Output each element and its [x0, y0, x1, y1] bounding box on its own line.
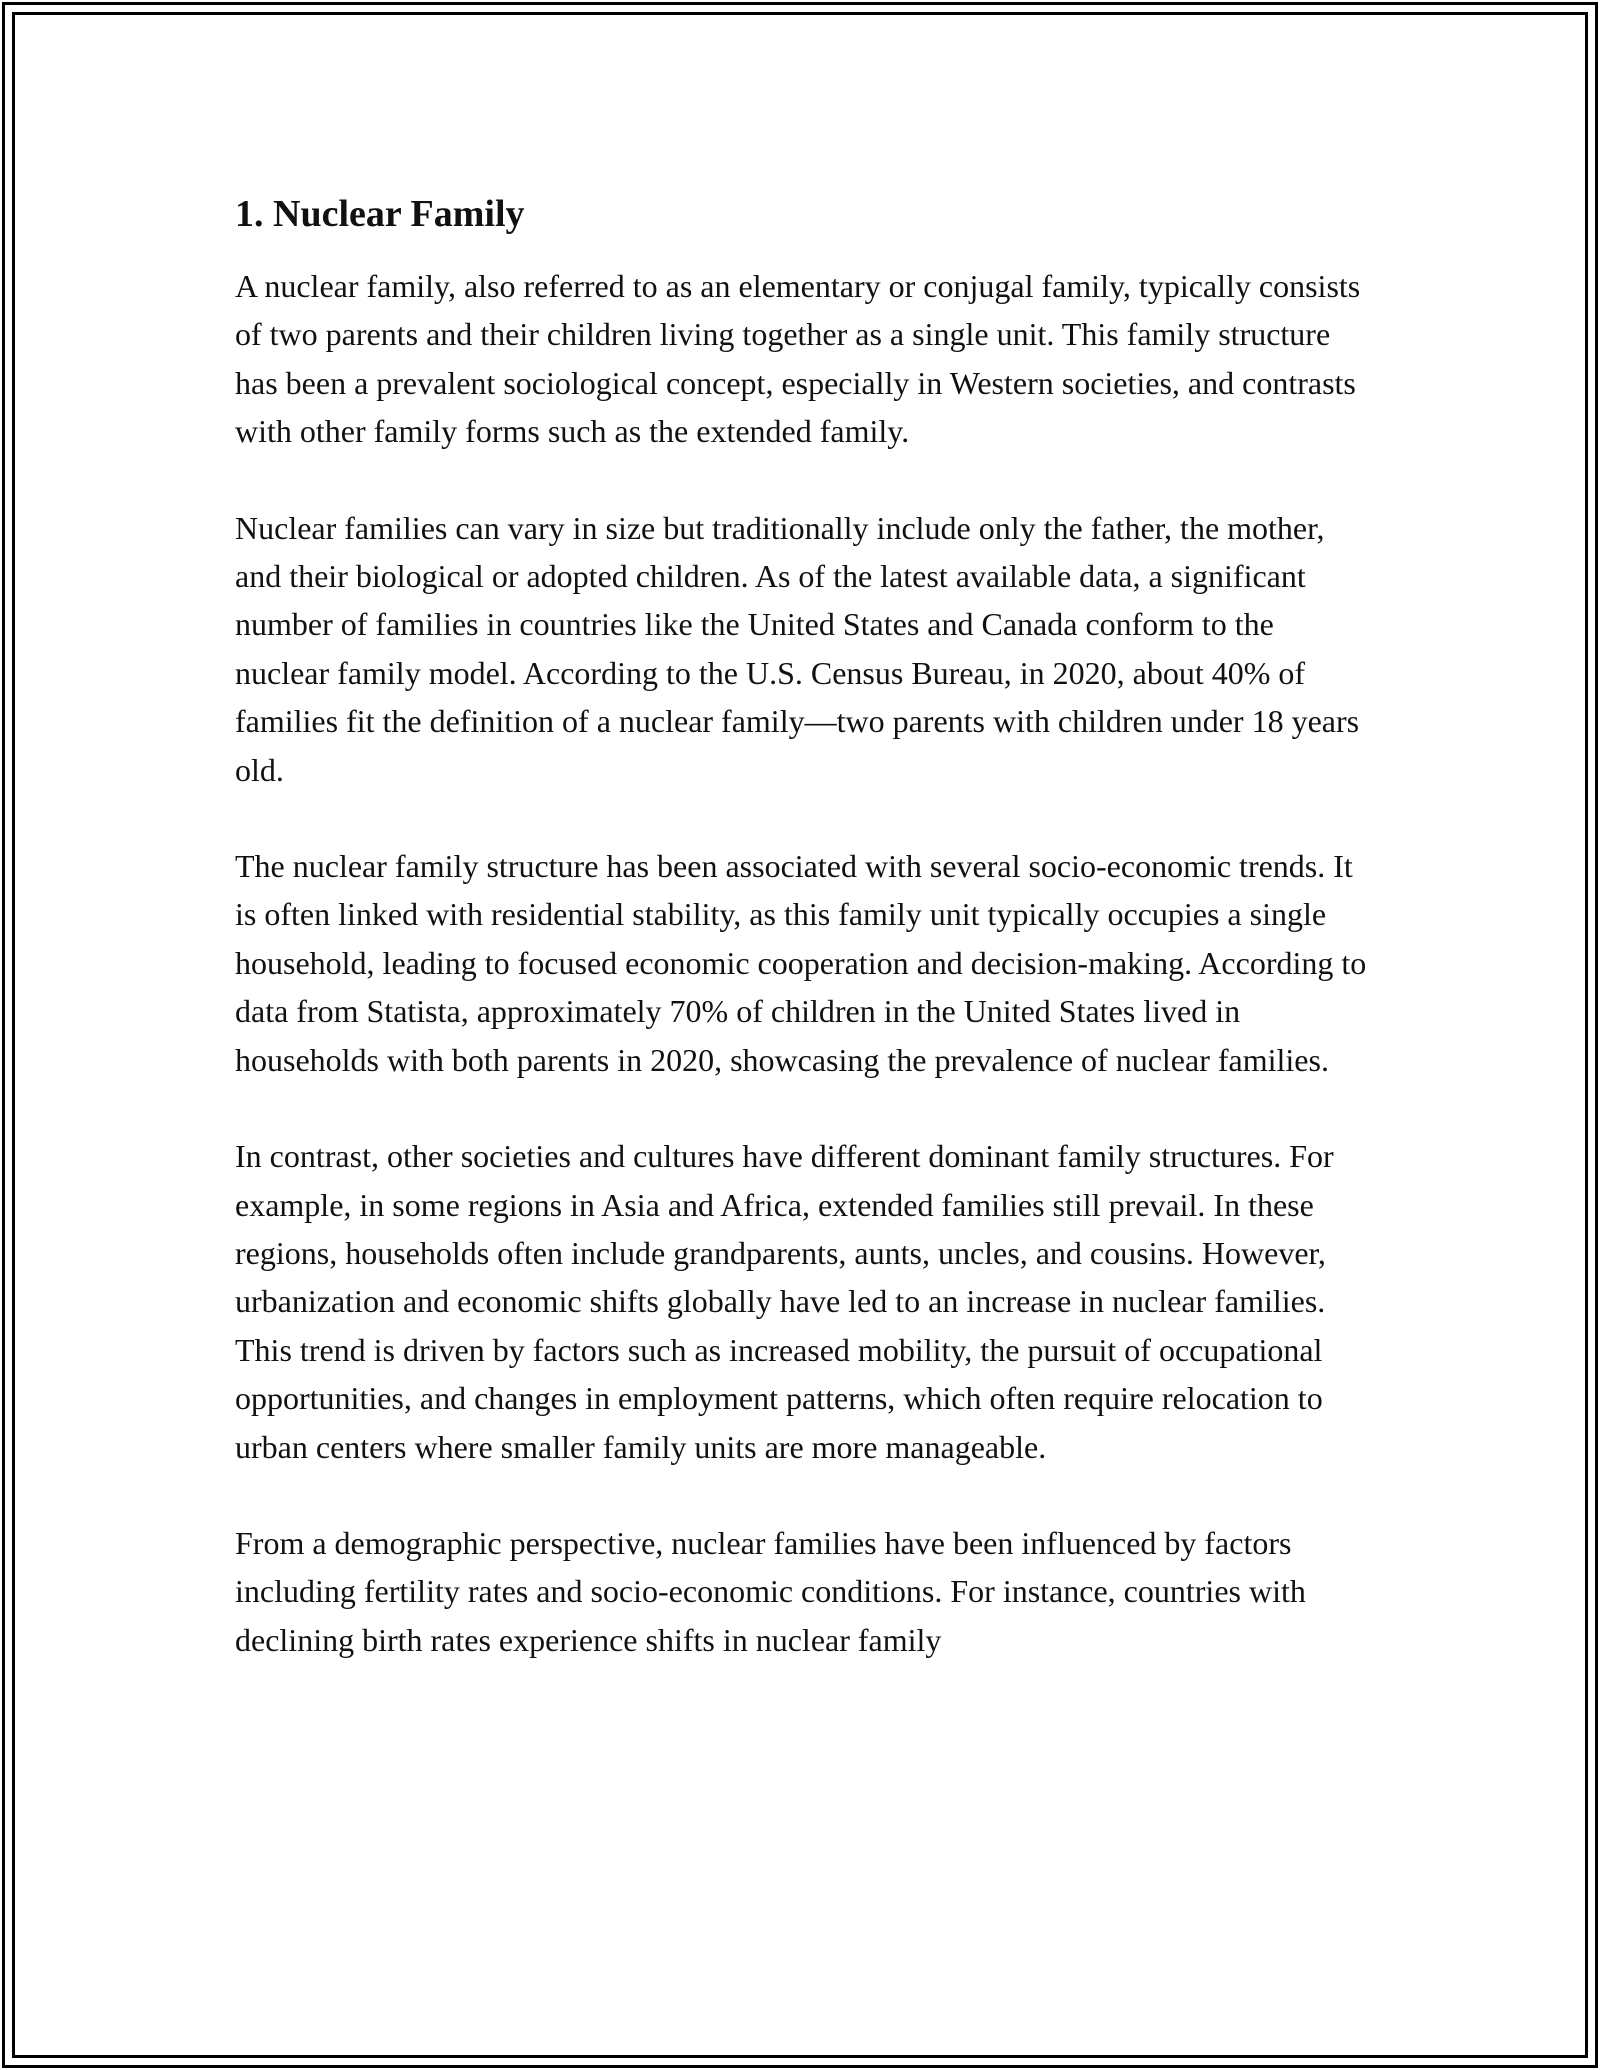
paragraph-contrast: In contrast, other societies and cultures have different dominant family structures. For example, in some regions in Asia and Africa, extended families still prevail. In these regions, households often include grandparents, aunts, uncles, and cousins. However, urbanization and economic shifts globally have led to an increase in nuclear families. This trend is driven by factors such as increased mobility, the pursuit of occupational opportunities, and changes in employment patterns, which often require relocation to urban centers where smaller family units are more manageable.: [235, 1138, 1334, 1465]
paragraph-composition: Nuclear families can vary in size but traditionally include only the father, the mother, and their biological or adopted children. As of the latest available data, a significant number of families in countries like the United States and Canada conform to the nuclear family model. According to the U.S. Census Bureau, in 2020, about 40% of families fit the definition of a nuclear family—two parents with children under 18 years old.: [235, 509, 1360, 788]
paragraph-demographic: From a demographic perspective, nuclear families have been influenced by factors including fertility rates and socio-economic conditions. For instance, countries with declining birth rates experience shifts in nuclear family: [235, 1524, 1306, 1658]
section-heading: 1. Nuclear Family: [235, 193, 525, 235]
paragraph-socio-economic: The nuclear family structure has been associated with several socio-economic trends. It is often linked with residential stability, as this family unit typically occupies a single household, leading to focused economic cooperation and decision-making. According to data from Statista, approximately 70% of children in the United States lived in households with both parents in 2020, showcasing the prevalence of nuclear families.: [235, 848, 1367, 1078]
document-content: [235, 188, 1375, 1712]
paragraph-definition: A nuclear family, also referred to as an elementary or conjugal family, typically consists of two parents and their children living together as a single unit. This family structure has been a prevalent sociological concept, especially in Western societies, and contrasts with other family forms such as the extended family.: [235, 268, 1361, 450]
